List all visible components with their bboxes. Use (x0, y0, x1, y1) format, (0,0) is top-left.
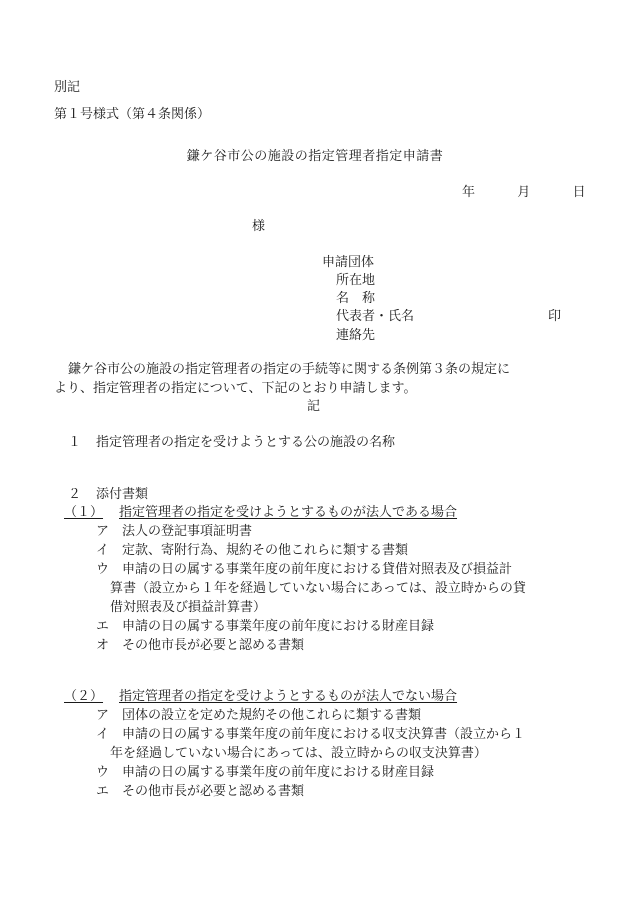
sub-1-heading-line (64, 504, 457, 522)
seal-mark: 印 (548, 309, 562, 324)
body-line-1: 鎌ケ谷市公の施設の指定管理者の指定の手続等に関する条例第３条の規定に (68, 362, 511, 377)
date-line (462, 184, 586, 202)
sub-1-item-u-line-2: 算書（設立から１年を経過していない場合にあっては、設立時からの貸 (110, 581, 526, 596)
sub-1-item-u-line-1: ウ 申請の日の属する事業年度の前年度における貸借対照表及び損益計 (96, 562, 513, 577)
addressee-honorific: 様 (252, 219, 266, 234)
applicant-contact-label: 連絡先 (336, 328, 376, 343)
sub-2-item-e: エ その他市長が必要と認める書類 (96, 784, 305, 799)
date-day: 日 (572, 185, 586, 200)
applicant-name-label: 名 称 (336, 291, 376, 306)
date-month: 月 (517, 185, 531, 200)
item-2-number: ２ (68, 487, 82, 502)
item-1-text: 指定管理者の指定を受けようとする公の施設の名称 (96, 435, 396, 450)
body-line-2: より、指定管理者の指定について、下記のとおり申請します。 (54, 381, 417, 396)
sub-2-heading-line (64, 688, 457, 706)
sub-1-item-i: イ 定款、寄附行為、規約その他これらに類する書類 (96, 543, 409, 558)
item-1-number: １ (68, 435, 82, 450)
item-2-text: 添付書類 (96, 487, 149, 502)
sub-2-item-i-line-2: 年を経過していない場合にあっては、設立時からの収支決算書） (110, 746, 487, 761)
date-year: 年 (462, 185, 476, 200)
sub-1-item-a: ア 法人の登記事項証明書 (96, 524, 253, 539)
ki-label: 記 (307, 399, 321, 414)
sub-1-item-u-line-3: 借対照表及び損益計算書） (110, 600, 267, 615)
sub-1-number: （１） (64, 505, 104, 520)
sub-1-item-o: オ その他市長が必要と認める書類 (96, 638, 305, 653)
applicant-address-label: 所在地 (336, 273, 376, 288)
sub-2-item-u: ウ 申請の日の属する事業年度の前年度における財産目録 (96, 765, 435, 780)
sub-2-item-i-line-1: イ 申請の日の属する事業年度の前年度における収支決算書（設立から１ (96, 727, 526, 742)
sub-1-item-e: エ 申請の日の属する事業年度の前年度における財産目録 (96, 619, 435, 634)
document-title: 鎌ケ谷市公の施設の指定管理者指定申請書 (186, 149, 444, 164)
applicant-rep-label: 代表者・氏名 (336, 309, 415, 324)
sub-2-item-a: ア 団体の設立を定めた規約その他これらに類する書類 (96, 708, 422, 723)
applicant-org-label: 申請団体 (322, 255, 375, 270)
sub-2-number: （２） (64, 689, 104, 704)
form-number: 第１号様式（第４条関係） (54, 107, 211, 122)
appendix-label: 別記 (54, 80, 81, 95)
sub-2-heading: 指定管理者の指定を受けようとするものが法人でない場合 (119, 689, 458, 704)
sub-1-heading: 指定管理者の指定を受けようとするものが法人である場合 (119, 505, 458, 520)
